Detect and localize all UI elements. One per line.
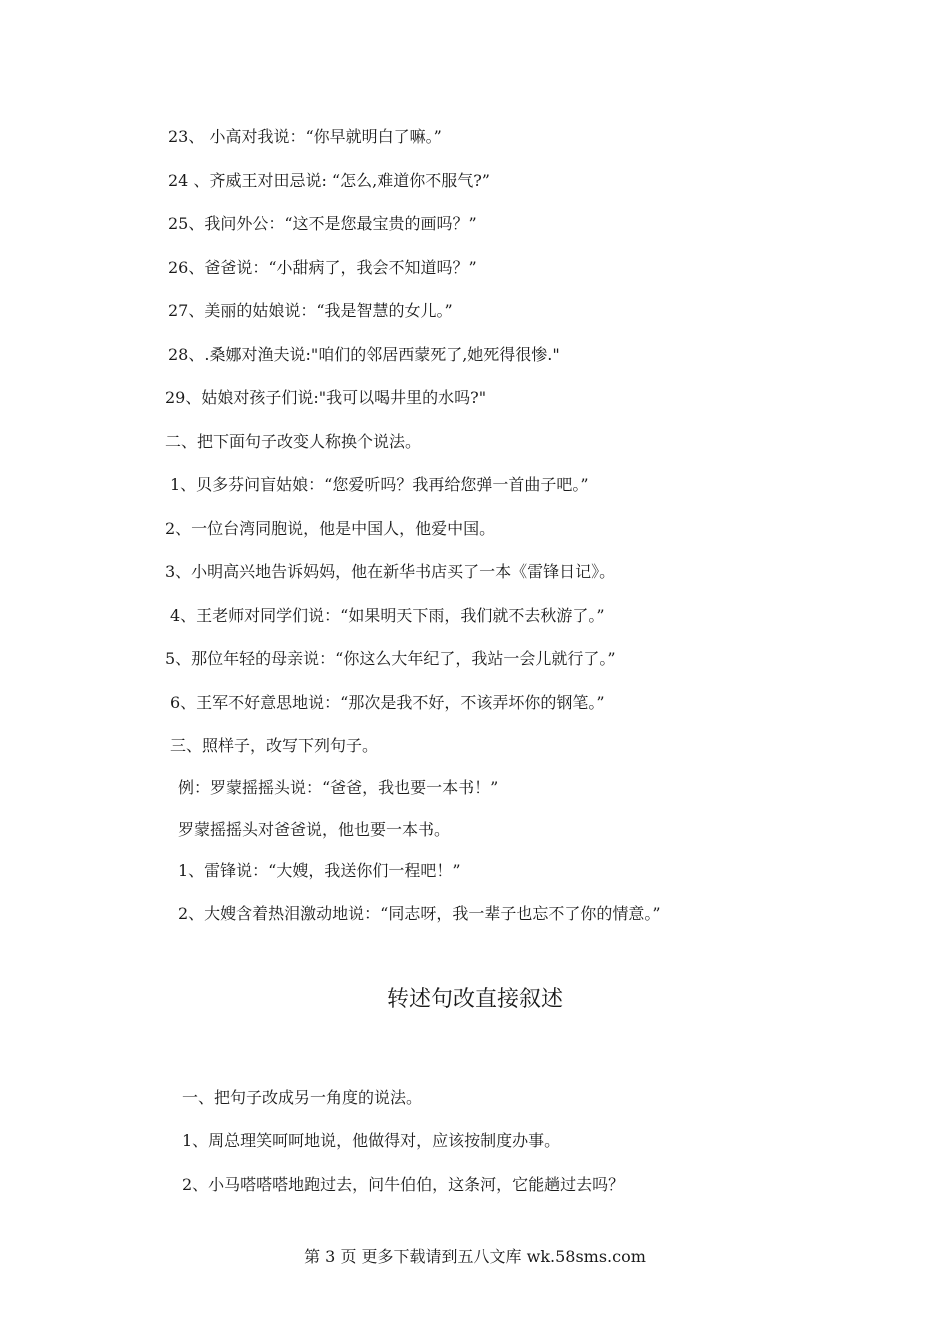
section-two-item-1: 1、贝多芬问盲姑娘：“您爱听吗？我再给您弹一首曲子吧。” [170, 475, 589, 494]
section-two-item-3: 3、小明高兴地告诉妈妈，他在新华书店买了一本《雷锋日记》。 [165, 562, 616, 581]
section-two-item-5: 5、那位年轻的母亲说：“你这么大年纪了，我站一会儿就行了。” [165, 649, 616, 668]
section-two-heading: 二、把下面句子改变人称换个说法。 [165, 432, 422, 451]
question-28: 28、.桑娜对渔夫说:"咱们的邻居西蒙死了,她死得很惨." [168, 345, 560, 364]
section-three-heading: 三、照样子，改写下列句子。 [170, 736, 379, 755]
example-rewritten: 罗蒙摇摇头对爸爸说，他也要一本书。 [178, 820, 451, 839]
page-footer: 第 3 页 更多下载请到五八文库 wk.58sms.com [304, 1247, 646, 1266]
question-25: 25、我问外公：“这不是您最宝贵的画吗？” [168, 214, 477, 233]
part-one-heading: 一、把句子改成另一角度的说法。 [182, 1088, 423, 1107]
part-one-item-2: 2、小马嗒嗒嗒地跑过去，问牛伯伯，这条河，它能趟过去吗？ [182, 1175, 625, 1194]
question-24: 24 、齐威王对田忌说: “怎么,难道你不服气?” [168, 171, 490, 190]
section-two-item-6: 6、王军不好意思地说：“那次是我不好，不该弄坏你的钢笔。” [170, 693, 605, 712]
question-26: 26、爸爸说：“小甜病了，我会不知道吗？” [168, 258, 477, 277]
section-title: 转述句改直接叙述 [386, 987, 563, 1012]
example-original: 例：罗蒙摇摇头说：“爸爸，我也要一本书！” [178, 778, 499, 797]
part-one-item-1: 1、周总理笑呵呵地说，他做得对，应该按制度办事。 [182, 1131, 561, 1150]
section-two-item-2: 2、一位台湾同胞说，他是中国人，他爱中国。 [165, 519, 496, 538]
question-27: 27、美丽的姑娘说：“我是智慧的女儿。” [168, 301, 453, 320]
question-23: 23、 小高对我说：“你早就明白了嘛。” [168, 127, 442, 146]
section-three-item-1: 1、雷锋说：“大嫂，我送你们一程吧！” [178, 861, 461, 880]
question-29: 29、姑娘对孩子们说:"我可以喝井里的水吗?" [165, 388, 487, 407]
section-three-item-2: 2、大嫂含着热泪激动地说：“同志呀，我一辈子也忘不了你的情意。” [178, 904, 661, 923]
section-two-item-4: 4、王老师对同学们说：“如果明天下雨，我们就不去秋游了。” [170, 606, 605, 625]
